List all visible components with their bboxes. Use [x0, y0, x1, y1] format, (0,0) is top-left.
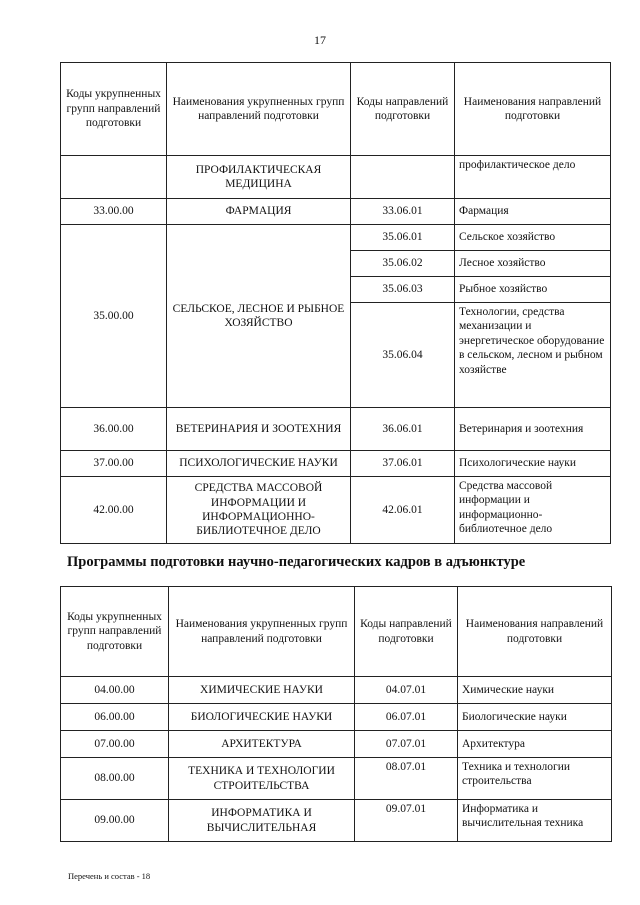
table-row — [61, 704, 612, 731]
group-name-cell: БИОЛОГИЧЕСКИЕ НАУКИ — [169, 704, 355, 731]
direction-code-cell: 33.06.01 — [351, 199, 455, 225]
table-row — [61, 758, 612, 800]
header-group-name: Наименования укрупненных групп направлений подготовки — [169, 587, 355, 677]
group-name-cell: СРЕДСТВА МАССОВОЙ ИНФОРМАЦИИ И ИНФОРМАЦИОННО-БИБЛИОТЕЧНОЕ ДЕЛО — [167, 477, 351, 544]
table-row — [61, 225, 611, 251]
table-row — [61, 731, 612, 758]
header-group-name: Наименования укрупненных групп направлений подготовки — [167, 63, 351, 156]
direction-code-cell: 07.07.01 — [355, 731, 458, 758]
table-row — [61, 677, 612, 704]
group-code-cell: 37.00.00 — [61, 451, 167, 477]
direction-name-cell: профилактическое дело — [455, 156, 611, 199]
direction-code-cell — [351, 156, 455, 199]
table-row — [61, 408, 611, 451]
header-direction-name: Наименования направлений подготовки — [455, 63, 611, 156]
group-code-cell — [61, 156, 167, 199]
group-name-cell: ТЕХНИКА И ТЕХНОЛОГИИ СТРОИТЕЛЬСТВА — [169, 758, 355, 800]
direction-name-cell: Химические науки — [458, 677, 612, 704]
direction-name-cell: Психологические науки — [455, 451, 611, 477]
direction-code-cell: 35.06.04 — [351, 303, 455, 408]
header-direction-name: Наименования направлений подготовки — [458, 587, 612, 677]
direction-name-cell: Лесное хозяйство — [455, 251, 611, 277]
direction-name-cell: Технологии, средства механизации и энергетическое оборудование в сельском, лесном и рыбном хозяйстве — [455, 303, 611, 408]
group-code-cell: 09.00.00 — [61, 800, 169, 842]
direction-code-cell: 06.07.01 — [355, 704, 458, 731]
section-heading: Программы подготовки научно-педагогических кадров в адъюнктуре — [67, 554, 526, 570]
header-group-code: Коды укрупненных групп направлений подготовки — [61, 63, 167, 156]
directions-table-1 — [60, 62, 611, 544]
group-name-cell: ФАРМАЦИЯ — [167, 199, 351, 225]
direction-code-cell: 36.06.01 — [351, 408, 455, 451]
direction-code-cell: 35.06.03 — [351, 277, 455, 303]
direction-name-cell: Средства массовой информации и информационно-библиотечное дело — [455, 477, 611, 544]
table-row — [61, 199, 611, 225]
group-name-cell: АРХИТЕКТУРА — [169, 731, 355, 758]
table-header-row — [61, 587, 612, 677]
group-name-cell: СЕЛЬСКОЕ, ЛЕСНОЕ И РЫБНОЕ ХОЗЯЙСТВО — [167, 225, 351, 408]
group-name-cell: ПРОФИЛАКТИЧЕСКАЯ МЕДИЦИНА — [167, 156, 351, 199]
direction-code-cell: 09.07.01 — [355, 800, 458, 842]
header-direction-code: Коды направлений подготовки — [351, 63, 455, 156]
group-name-cell: ХИМИЧЕСКИЕ НАУКИ — [169, 677, 355, 704]
header-group-code: Коды укрупненных групп направлений подготовки — [61, 587, 169, 677]
table-row — [61, 451, 611, 477]
table-row — [61, 800, 612, 842]
page-number: 17 — [314, 33, 326, 47]
footer-text: Перечень и состав - 18 — [68, 871, 151, 881]
direction-name-cell: Ветеринария и зоотехния — [455, 408, 611, 451]
group-code-cell: 06.00.00 — [61, 704, 169, 731]
header-direction-code: Коды направлений подготовки — [355, 587, 458, 677]
table-row — [61, 156, 611, 199]
direction-code-cell: 42.06.01 — [351, 477, 455, 544]
group-name-cell: ИНФОРМАТИКА И ВЫЧИСЛИТЕЛЬНАЯ — [169, 800, 355, 842]
direction-name-cell: Техника и технологии строительства — [458, 758, 612, 800]
directions-table-2 — [60, 586, 612, 842]
group-code-cell: 36.00.00 — [61, 408, 167, 451]
group-code-cell: 35.00.00 — [61, 225, 167, 408]
direction-code-cell: 35.06.01 — [351, 225, 455, 251]
group-code-cell: 08.00.00 — [61, 758, 169, 800]
group-code-cell: 42.00.00 — [61, 477, 167, 544]
direction-code-cell: 08.07.01 — [355, 758, 458, 800]
group-code-cell: 04.00.00 — [61, 677, 169, 704]
group-code-cell: 33.00.00 — [61, 199, 167, 225]
group-name-cell: ПСИХОЛОГИЧЕСКИЕ НАУКИ — [167, 451, 351, 477]
direction-name-cell: Биологические науки — [458, 704, 612, 731]
group-name-cell: ВЕТЕРИНАРИЯ И ЗООТЕХНИЯ — [167, 408, 351, 451]
direction-code-cell: 04.07.01 — [355, 677, 458, 704]
direction-name-cell: Фармация — [455, 199, 611, 225]
table-header-row — [61, 63, 611, 156]
direction-name-cell: Информатика и вычислительная техника — [458, 800, 612, 842]
direction-name-cell: Рыбное хозяйство — [455, 277, 611, 303]
group-code-cell: 07.00.00 — [61, 731, 169, 758]
table-row — [61, 477, 611, 544]
direction-code-cell: 35.06.02 — [351, 251, 455, 277]
direction-name-cell: Сельское хозяйство — [455, 225, 611, 251]
direction-name-cell: Архитектура — [458, 731, 612, 758]
direction-code-cell: 37.06.01 — [351, 451, 455, 477]
